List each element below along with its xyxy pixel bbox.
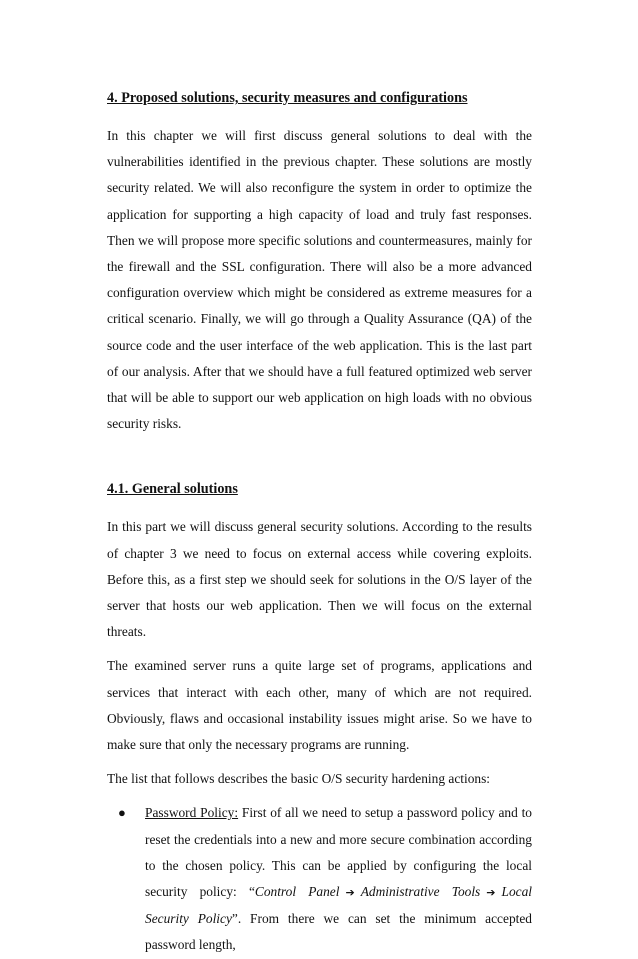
path-step-1: Control Panel bbox=[254, 884, 340, 900]
path-step-2: Administrative Tools bbox=[360, 884, 481, 900]
right-arrow-icon: ➔ bbox=[486, 886, 496, 900]
section-4-heading: 4. Proposed solutions, security measures and configurations bbox=[107, 90, 468, 106]
bullet-icon: ● bbox=[118, 805, 126, 821]
list-item bbox=[107, 800, 532, 958]
document-page bbox=[107, 88, 532, 959]
section-4-paragraph: In this chapter we will first discuss general solutions to deal with the vulnerabilities identified in the previous chapter. These solutions are mostly security related. We will also reconfigure the system in order to optimize the application for supporting a high capacity of load and truly fast responses. Then we will propose more specific solutions and countermeasures, mainly for the firewall and the SSL configuration. There will also be a more advanced configuration overview which might be considered as extreme measures for a critical scenario. Finally, we will go through a Quality Assurance (QA) of the source code and the user interface of the web application. This is the last part of our analysis. After that we should have a full featured optimized web server that will be able to support our web application on high loads with no obvious security risks. bbox=[107, 128, 532, 432]
section-4-1-heading: 4.1. General solutions bbox=[107, 481, 238, 498]
bullet-text-after: ”. From there we can set the minimum accepted password length, bbox=[145, 911, 532, 953]
section-4-1-paragraph-2: The examined server runs a quite large set of programs, applications and services that interact with each other, many of which are not required. Obviously, flaws and occasional instability issues might arise. So we have to make sure that only the necessary programs are running. bbox=[107, 658, 532, 753]
right-arrow-icon: ➔ bbox=[345, 886, 355, 900]
bullet-label: Password Policy: bbox=[145, 805, 239, 821]
section-4-1-paragraph-1: In this part we will discuss general security solutions. According to the results of chapter 3 we need to focus on external access while covering exploits. Before this, as a first step we should seek for solutions in the O/S layer of the server that hosts our web application. Then we will focus on the external threats. bbox=[107, 519, 532, 640]
hardening-actions-list bbox=[107, 800, 532, 958]
bullet-text-before: First of all we need to setup a password policy and to reset the credentials into a new and more secure combination according to the chosen policy. This can be applied by configuring the local security policy: “ bbox=[145, 805, 532, 900]
path-step-3: Local Security Policy bbox=[145, 884, 533, 927]
section-4-1-paragraph-3: The list that follows describes the basic O/S security hardening actions: bbox=[107, 771, 491, 787]
